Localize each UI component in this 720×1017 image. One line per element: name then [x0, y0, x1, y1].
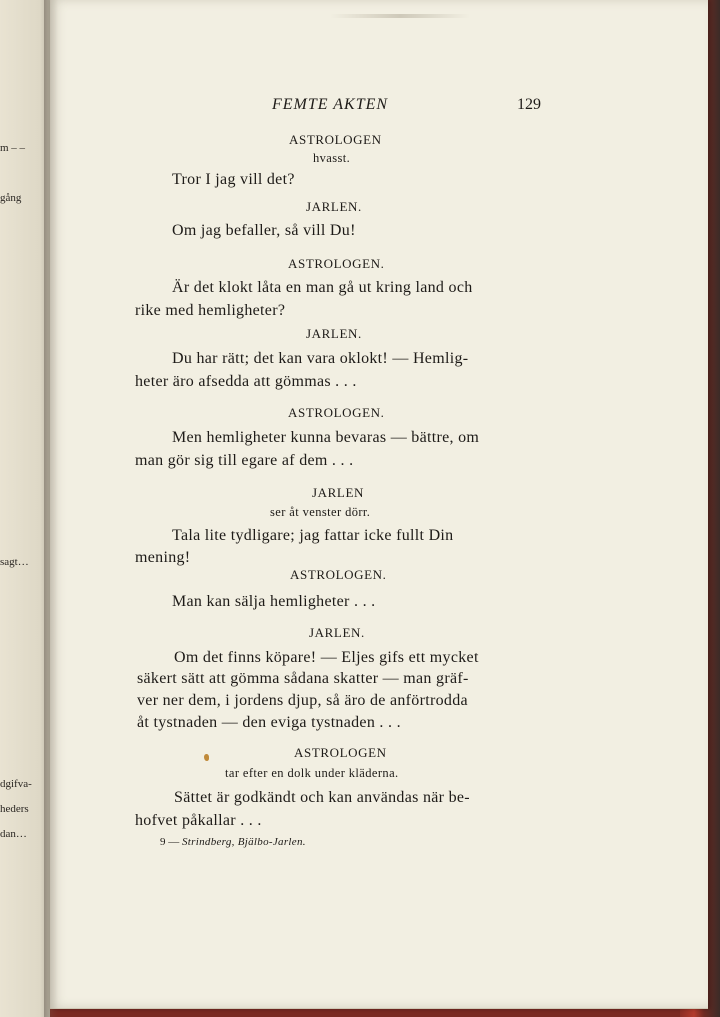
left-fragment: sagt… [0, 556, 29, 568]
speaker-name: JARLEN. [309, 625, 365, 640]
left-fragment: gång [0, 192, 22, 204]
speaker-name: ASTROLOGEN. [288, 256, 385, 271]
signature-text: Strindberg, Bjälbo-Jarlen. [182, 836, 306, 848]
left-fragment: m – – [0, 142, 26, 154]
speaker-name: ASTROLOGEN [294, 745, 387, 760]
dialogue-line: Tala lite tydligare; jag fattar icke fullt Din [172, 527, 454, 544]
speaker-name: ASTROLOGEN [289, 132, 382, 147]
dialogue-line: Du har rätt; det kan vara oklokt! — Hemlig- [172, 350, 469, 367]
speaker-name: JARLEN. [306, 326, 362, 341]
running-header-title: FEMTE AKTEN [272, 96, 389, 113]
speaker-name: ASTROLOGEN. [290, 567, 387, 582]
dialogue-line: åt tystnaden — den eviga tystnaden . . . [137, 714, 401, 731]
speaker-name: JARLEN. [306, 199, 362, 214]
dialogue-line: säkert sätt att gömma sådana skatter — man gräf- [137, 670, 469, 687]
dialogue-line: Man kan sälja hemligheter . . . [172, 593, 376, 610]
dialogue-line: ver ner dem, i jordens djup, så äro de anförtrodda [137, 692, 468, 709]
dialogue-line: rike med hemligheter? [135, 302, 286, 319]
book-page [50, 0, 708, 1009]
dialogue-line: Om det finns köpare! — Eljes gifs ett mycket [174, 649, 479, 666]
speaker-name: JARLEN [312, 485, 364, 500]
stage-direction: ser åt venster dörr. [270, 505, 371, 519]
page-blemish [330, 14, 470, 18]
dialogue-line: Om jag befaller, så vill Du! [172, 222, 356, 239]
dialogue-line: Sättet är godkändt och kan användas när be- [174, 789, 470, 806]
signature-footer [160, 836, 306, 848]
page-number: 129 [517, 96, 541, 113]
left-fragment: heders [0, 803, 29, 815]
previous-page-edge [0, 0, 50, 1017]
page-gutter-shadow [44, 0, 58, 1017]
stage-direction: hvasst. [313, 151, 351, 165]
speaker-name: ASTROLOGEN. [288, 405, 385, 420]
dialogue-line: mening! [135, 549, 191, 566]
dialogue-line: Är det klokt låta en man gå ut kring land och [172, 279, 473, 296]
ink-spot [204, 754, 209, 761]
dialogue-line: hofvet påkallar . . . [135, 812, 262, 829]
signature-dash: — [168, 836, 180, 848]
left-fragment: dan… [0, 828, 27, 840]
stage-direction: tar efter en dolk under kläderna. [225, 766, 399, 780]
dialogue-line: Tror I jag vill det? [172, 171, 295, 188]
signature-number: 9 [160, 836, 166, 848]
dialogue-line: man gör sig till egare af dem . . . [135, 452, 354, 469]
dialogue-line: Men hemligheter kunna bevaras — bättre, om [172, 429, 480, 446]
dialogue-line: heter äro afsedda att gömmas . . . [135, 373, 357, 390]
left-fragment: dgifva- [0, 778, 32, 790]
